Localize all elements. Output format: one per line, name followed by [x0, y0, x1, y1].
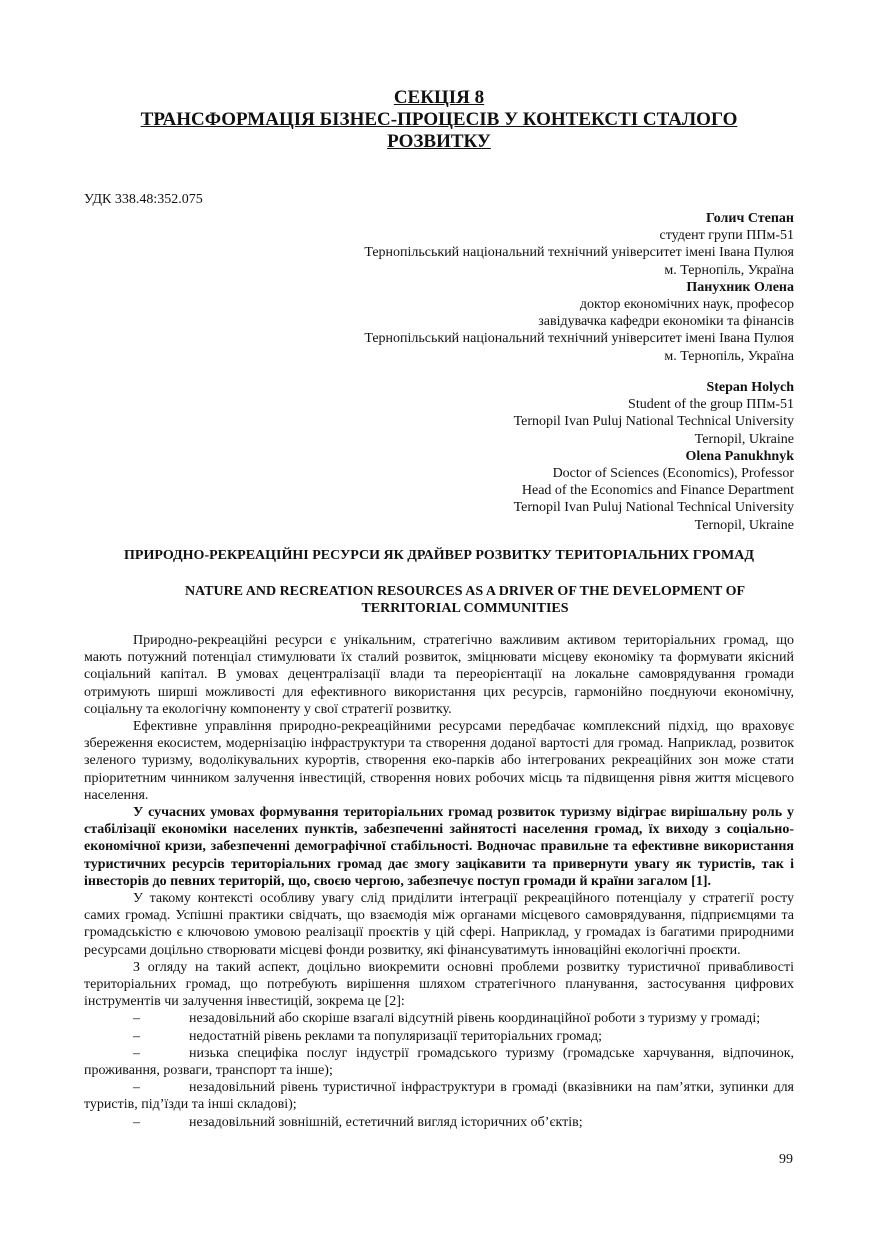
- paper-title-ukrainian: ПРИРОДНО-РЕКРЕАЦІЙНІ РЕСУРСИ ЯК ДРАЙВЕР РОЗВИТКУ ТЕРИТОРІАЛЬНИХ ГРОМАД: [124, 548, 754, 563]
- list-dash: –: [133, 1045, 140, 1061]
- body-paragraph-bold: У сучасних умовах формування територіальних громад розвиток туризму відіграє вирішальну роль у стабілізації економіки населених пунктів, забезпеченні зайнятості населення громад, їх виходу з соціально-економічної кризи, забезпеченні демографічної стабільності. Водночас правильне та ефективне використання туристичних ресурсів територіальних громад дає змогу зацікавити та привернути увагу як туристів, так і інвесторів до певних територій, що, своєю чергою, забезпечує поступ громади й країни загалом [1].: [84, 805, 794, 889]
- author-location: м. Тернопіль, Україна: [664, 348, 794, 364]
- list-item: [84, 1045, 794, 1079]
- section-title-line: ТРАНСФОРМАЦІЯ БІЗНЕС-ПРОЦЕСІВ У КОНТЕКСТІ СТАЛОГО: [140, 109, 738, 130]
- body-paragraph: У такому контексті особливу увагу слід приділити інтеграції рекреаційного потенціалу у стратегії росту самих громад. Успішні практики свідчать, що взаємодія між органами місцевого самоврядування, підприємцями та громадськістю є ключовою умовою реалізації проєктів у цій сфері. Наприклад, у громадах із багатими природними ресурсами доцільно створювати місцеві фонди розвитку, які фінансуватимуть інноваційні екологічні проєкти.: [84, 891, 794, 958]
- list-dash: –: [133, 1028, 140, 1044]
- author-affiliation: Ternopil Ivan Puluj National Technical University: [513, 414, 794, 430]
- author-location: Ternopil, Ukraine: [694, 431, 794, 447]
- list-item-text: незадовільний рівень туристичної інфраструктури в громаді (вказівники на пам’ятки, зупинки для туристів, під’їзди та інші складові);: [84, 1080, 794, 1113]
- author-affiliation: Student of the group ППм-51: [628, 397, 794, 413]
- article-body: [84, 632, 794, 1131]
- section-heading: [84, 87, 794, 153]
- list-item: [84, 1010, 794, 1027]
- list-item-text: недостатній рівень реклами та популяризації територіальних громад;: [189, 1028, 603, 1044]
- section-title-line: РОЗВИТКУ: [387, 131, 491, 152]
- body-paragraph: З огляду на такий аспект, доцільно виокремити основні проблеми розвитку туристичної привабливості територіальних громад, що потребують вирішення шляхом стратегічного планування, застосування цифрових інструментів чи залучення інвестицій, зокрема це [2]:: [84, 959, 794, 1010]
- author-affiliation: студент групи ППм-51: [659, 228, 794, 244]
- list-item: [84, 1028, 794, 1045]
- udk-code: УДК 338.48:352.075: [84, 192, 203, 207]
- authors-ukrainian: [364, 210, 794, 365]
- list-dash: –: [133, 1114, 140, 1130]
- body-paragraph: Природно-рекреаційні ресурси є унікальним, стратегічно важливим активом територіальних громад, що мають потужний потенціал стимулювати їх сталий розвиток, зміцнювати місцеву економіку та формувати якісний соціальний капітал. В умовах децентралізації влади та переорієнтації на локальне самоврядування громади отримують ширші можливості для ефективного використання цих ресурсів, гармонійно поєднуючи економічну, соціальну та екологічну компоненту у свої стратегії розвитку.: [84, 633, 794, 717]
- author-affiliation: Ternopil Ivan Puluj National Technical University: [513, 500, 794, 516]
- author-affiliation: Head of the Economics and Finance Department: [521, 483, 794, 499]
- body-paragraph: Ефективне управління природно-рекреаційними ресурсами передбачає комплексний підхід, що враховує збереження екосистем, модернізацію інфраструктури та створення доданої вартості для громад. Наприклад, розвиток зеленого туризму, водолікувальних курортів, створення еко-парків або інтегрованих рекреаційних зон може стати пріоритетним чинником залучення інвестицій, створення нових робочих місць та підвищення рівня життя місцевого населення.: [84, 719, 794, 803]
- author-name: Olena Panukhnyk: [685, 448, 794, 464]
- author-name: Голич Степан: [706, 211, 794, 226]
- paper-title-english: NATURE AND RECREATION RESOURCES AS A DRIVER OF THE DEVELOPMENT OF TERRITORIAL COMMUNITIES: [184, 584, 746, 616]
- author-affiliation: Тернопільський національний технічний університет імені Івана Пулюя: [364, 331, 794, 347]
- section-number: СЕКЦІЯ 8: [393, 87, 485, 108]
- author-affiliation: доктор економічних наук, професор: [579, 297, 794, 313]
- list-item: [84, 1079, 794, 1113]
- list-item-text: низька специфіка послуг індустрії громадського туризму (громадське харчування, відпочинок, проживання, розваги, транспорт та інше);: [84, 1045, 794, 1079]
- author-name: Stepan Holych: [706, 380, 794, 395]
- list-dash: –: [133, 1011, 140, 1027]
- list-dash: –: [133, 1080, 140, 1096]
- author-location: Ternopil, Ukraine: [694, 517, 794, 533]
- author-name: Панухник Олена: [686, 279, 794, 295]
- list-item: [84, 1114, 794, 1131]
- list-item-text: незадовільний зовнішній, естетичний вигляд історичних об’єктів;: [189, 1114, 583, 1130]
- author-affiliation: завідувачка кафедри економіки та фінансів: [538, 314, 794, 330]
- author-affiliation: Тернопільський національний технічний університет імені Івана Пулюя: [364, 245, 794, 261]
- list-item-text: незадовільний або скоріше взагалі відсутній рівень координаційної роботи з туризму у громаді;: [189, 1011, 761, 1027]
- author-affiliation: Doctor of Sciences (Economics), Professor: [552, 466, 794, 482]
- page-number: 99: [779, 1152, 793, 1167]
- authors-english: [514, 379, 794, 534]
- author-location: м. Тернопіль, Україна: [664, 262, 794, 278]
